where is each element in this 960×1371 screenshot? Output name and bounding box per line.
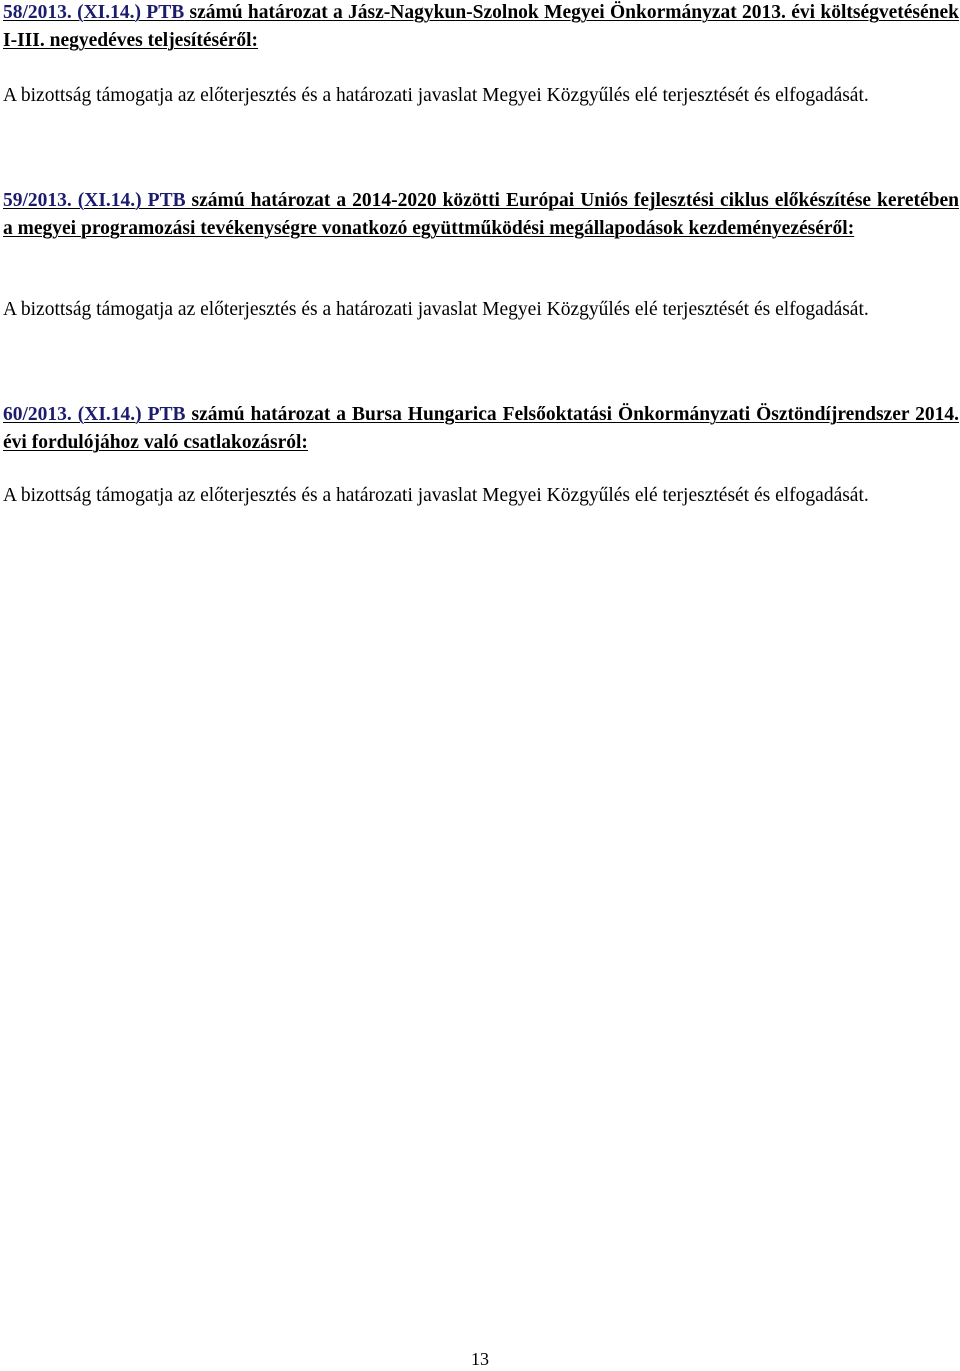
resolution-title: számú határozat a 2014-2020 közötti Európai Uniós fejlesztési ciklus előkészítése keretében a megyei programozási tevékenységre vonatkozó együttműködési megállapodások kezdeményezéséről:	[3, 190, 959, 239]
resolution-heading-58	[3, 0, 959, 55]
resolution-reference: 60/2013. (XI.14.) PTB	[3, 404, 186, 425]
resolution-heading-59	[3, 187, 959, 243]
page-number: 13	[471, 1349, 489, 1369]
resolution-title: számú határozat a Jász-Nagykun-Szolnok Megyei Önkormányzat 2013. évi költségvetésének I-III. negyedéves teljesítéséről:	[3, 2, 959, 51]
resolution-body-59: A bizottság támogatja az előterjesztés és a határozati javaslat Megyei Közgyűlés elé terjesztését és elfogadását.	[3, 299, 869, 320]
resolution-reference: 58/2013. (XI.14.) PTB	[3, 2, 185, 23]
resolution-body-58: A bizottság támogatja az előterjesztés és a határozati javaslat Megyei Közgyűlés elé terjesztését és elfogadását.	[3, 85, 869, 106]
resolution-body-60: A bizottság támogatja az előterjesztés és a határozati javaslat Megyei Közgyűlés elé terjesztését és elfogadását.	[3, 485, 869, 506]
resolution-title: számú határozat a Bursa Hungarica Felsőoktatási Önkormányzati Ösztöndíjrendszer 2014. évi fordulójához való csatlakozásról:	[3, 404, 960, 453]
resolution-reference: 59/2013. (XI.14.) PTB	[3, 190, 186, 211]
resolution-heading-60	[3, 401, 959, 457]
